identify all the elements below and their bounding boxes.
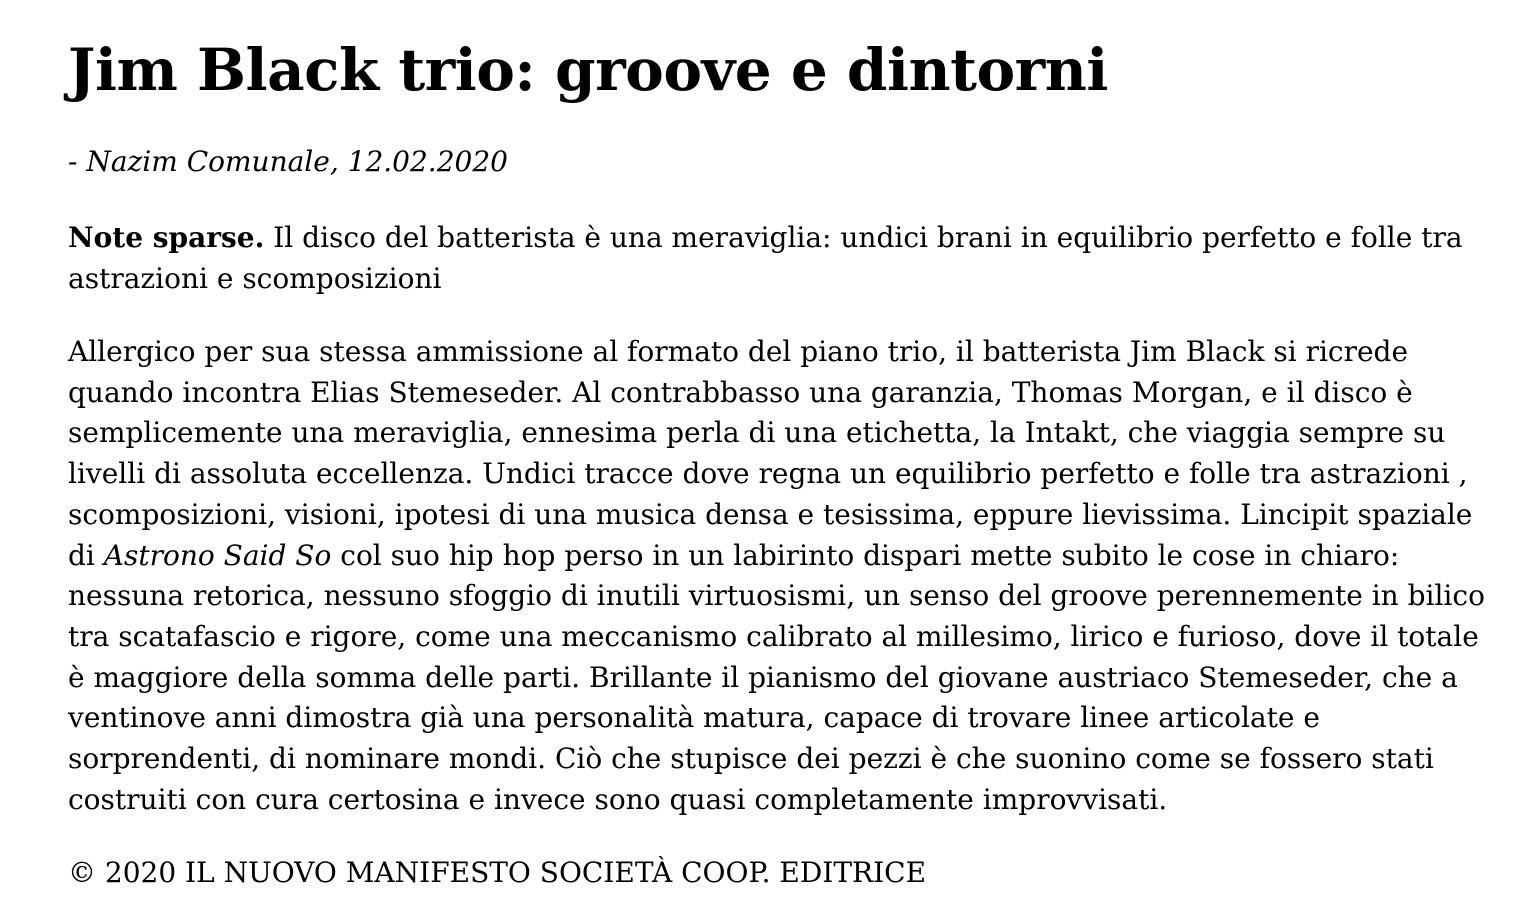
copyright-notice: © 2020 IL NUOVO MANIFESTO SOCIETÀ COOP. EDITRICE	[68, 856, 927, 890]
article-title: Jim Black trio: groove e dintorni	[68, 36, 1108, 104]
lead-text: Il disco del batterista è una meraviglia: undici brani in equilibrio perfetto e folle tra astrazioni e scomposizioni	[68, 221, 1463, 295]
body-text-part1: Allergico per sua stessa ammissione al formato del piano trio, il batterista Jim Black si ricrede quando incontra Elias Stemeseder. Al contrabbasso una garanzia, Thomas Morgan, e il disco è semplicemente una meraviglia, ennesima perla di una etichetta, la Intakt, che viaggia sempre su livelli di assoluta eccellenza. Undici tracce dove regna un equilibrio perfetto e folle tra astrazioni , scomposizioni, visioni, ipotesi di una musica densa e tesissima, eppure lievissima. Lincipit spaziale di	[68, 335, 1473, 572]
lead-label: Note sparse.	[68, 221, 265, 254]
track-title: Astrono Said So	[103, 538, 332, 572]
body-text-part2: col suo hip hop perso in un labirinto dispari mette subito le cose in chiaro: nessuna retorica, nessuno sfoggio di inutili virtuosismi, un senso del groove perennemente in bilico tra scatafascio e rigore, come una meccanismo calibrato al millesimo, lirico e furioso, dove il totale è maggiore della somma delle parti. Brillante il pianismo del giovane austriaco Stemeseder, che a ventinove anni dimostra già una personalità matura, capace di trovare linee articolate e sorprendenti, di nominare mondi. Ciò che stupisce dei pezzi è che suonino come se fossero stati costruiti con cura certosina e invece sono quasi completamente improvvisati.	[68, 538, 1485, 816]
article-lead	[68, 218, 1489, 299]
article-body	[68, 332, 1498, 820]
article-byline: - Nazim Comunale, 12.02.2020	[68, 145, 508, 178]
